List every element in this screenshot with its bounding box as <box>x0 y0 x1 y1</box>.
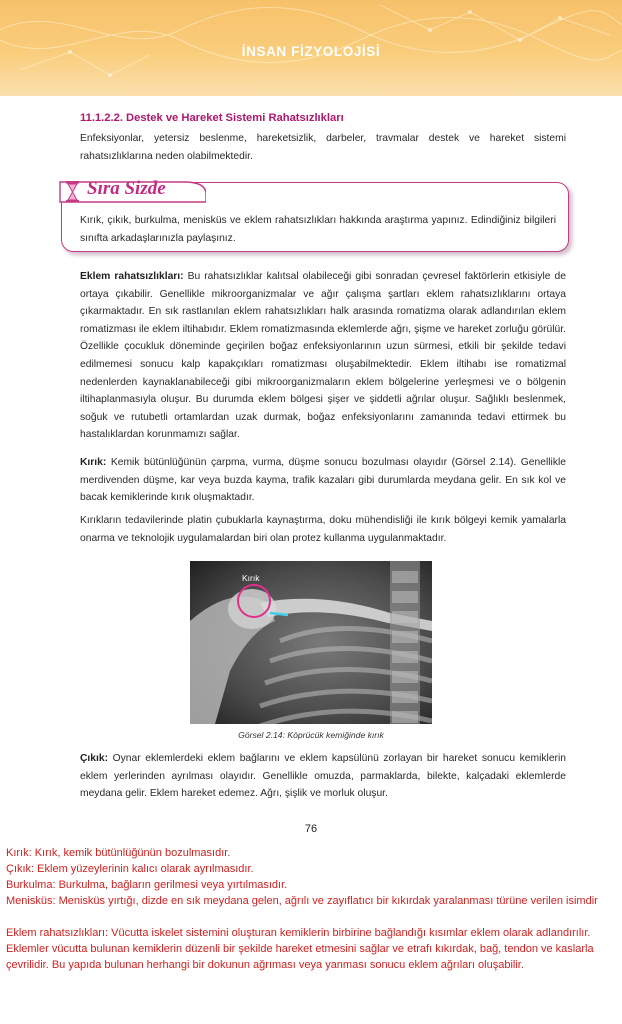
note-meniskus: Menisküs: Menisküs yırtığı, dizde en sık meydana gelen, ağrılı ve zayıflatıcı bir kıkırdak yaralanması türüne verilen isimdir <box>6 895 598 907</box>
eklem-term: Eklem rahatsızlıkları: <box>80 271 184 282</box>
page-number: 76 <box>304 823 318 835</box>
kirik-text: Kemik bütünlüğünün çarpma, vurma, düşme sonucu bozulması olayıdır (Görsel 2.14). Genellikle merdivenden düşme, kar veya buzda kayma, trafik kazaları gibi durumlarda meydana gelir. En sık kol ve bacak kemiklerinde kırık oluşmaktadır. <box>80 457 566 504</box>
cikik-text: Oynar eklemlerdeki eklem bağlarını ve eklem kapsülünü zorlayan bir hareket sonucu kemiklerin eklem yerlerinden ayrılması olayıdır. Genellikle omuzda, parmaklarda, bilekte, kalçadaki eklemlerde meydana gelir. Eklem hareket edemez. Ağrı, şişlik ve morluk oluşur. <box>80 753 566 800</box>
sira-sizde-text: Kırık, çıkık, burkulma, menisküs ve eklem rahatsızlıkları hakkında araştırma yapınız. Edindiğiniz bilgileri sınıfta arkadaşlarınızla paylaşınız. <box>80 215 556 244</box>
kirik-term: Kırık: <box>80 457 107 468</box>
header-band <box>0 0 622 96</box>
note-kirik: Kırık: Kırık, kemik bütünlüğünün bozulmasıdır. <box>6 847 231 859</box>
section-title: 11.1.2.2. Destek ve Hareket Sistemi Rahatsızlıkları <box>80 112 344 124</box>
intro-paragraph: Enfeksiyonlar, yetersiz beslenme, hareketsizlik, darbeler, travmalar destek ve hareket sistemi rahatsızlıklarına neden olabilmektedir. <box>80 133 566 162</box>
xray-label: Kırık <box>242 573 260 583</box>
note-burkulma: Burkulma: Burkulma, bağların gerilmesi veya yırtılmasıdır. <box>6 879 288 891</box>
eklem-text: Bu rahatsızlıklar kalıtsal olabileceği gibi sonradan çevresel faktörlerin etkisiyle de ortaya çıkabilir. Genellikle mikroorganizmalar ve ağır çalışma şartları eklem rahatsızlıklarını ortaya çıkarmaktadır. En sık rastlanılan eklem rahatsızlıkları halk arasında romatizma olarak adlandırılan eklem romatizması ile eklem iltihabıdır. Eklem romatizmasında eklemlerde ağrı, şişme ve hareket zorluğu görülür. Özellikle çocukluk döneminde geçirilen boğaz enfeksiyonlarının uzun sürmesi, etkili bir şekilde tedavi edilmemesi sonucu kalp kapakçıkları romatizması oluşabilmektedir. Eklem iltihabı ise romatizmal nedenlerden kaynaklanabileceği gibi mikroorganizmaların eklem bölgelerine yerleşmesi ve o bölgenin iltihaplanmasıyla oluşur. Bu durumda eklem bölgesi şişer ve şiddetli ağrılar oluşur. Sağlıklı beslenmek, soğuk ve rutubetli ortamlardan uzak durmak, boğaz enfeksiyonlarını zamanında tedavi ettirmek bu hastalıklardan korunmamızı sağlar. <box>80 271 566 441</box>
header-title: İNSAN FİZYOLOJİSİ <box>241 44 381 59</box>
note-cikik: Çıkık: Eklem yüzeylerinin kalıcı olarak ayrılmasıdır. <box>6 863 254 875</box>
cikik-term: Çıkık: <box>80 753 109 764</box>
tedavi-paragraph: Kırıkların tedavilerinde platin çubuklarla kaynaştırma, doku mühendisliği ile kırık bölgeyi kemik yamalarla onarma ve teknolojik uygulamalardan biri olan protez kullanma uygulanmaktadır. <box>80 515 566 544</box>
note-eklem: Eklem rahatsızlıkları: Vücutta iskelet sistemini oluşturan kemiklerin birbirine bağlandığı kısımlar eklem olarak adlandırılır. Eklemler vücutta bulunan kemiklerin düzenli bir şekilde hareket etmesini sağlar ve etrafı kıkırdak, bağ, tendon ve kaslarla çevrilidir. Bu yapıda bulunan herhangi bir dokunun ağrıması veya yanması sonucu eklem ağrıları oluşabilir. <box>6 927 594 971</box>
eklem-paragraph <box>80 268 566 444</box>
xray-image <box>190 561 432 724</box>
kirik-paragraph <box>80 454 566 507</box>
figure-caption: Görsel 2.14: Köprücük kemiğinde kırık <box>238 730 384 740</box>
cikik-paragraph <box>80 750 566 803</box>
sira-sizde-title: Sıra Sizde <box>87 178 166 199</box>
